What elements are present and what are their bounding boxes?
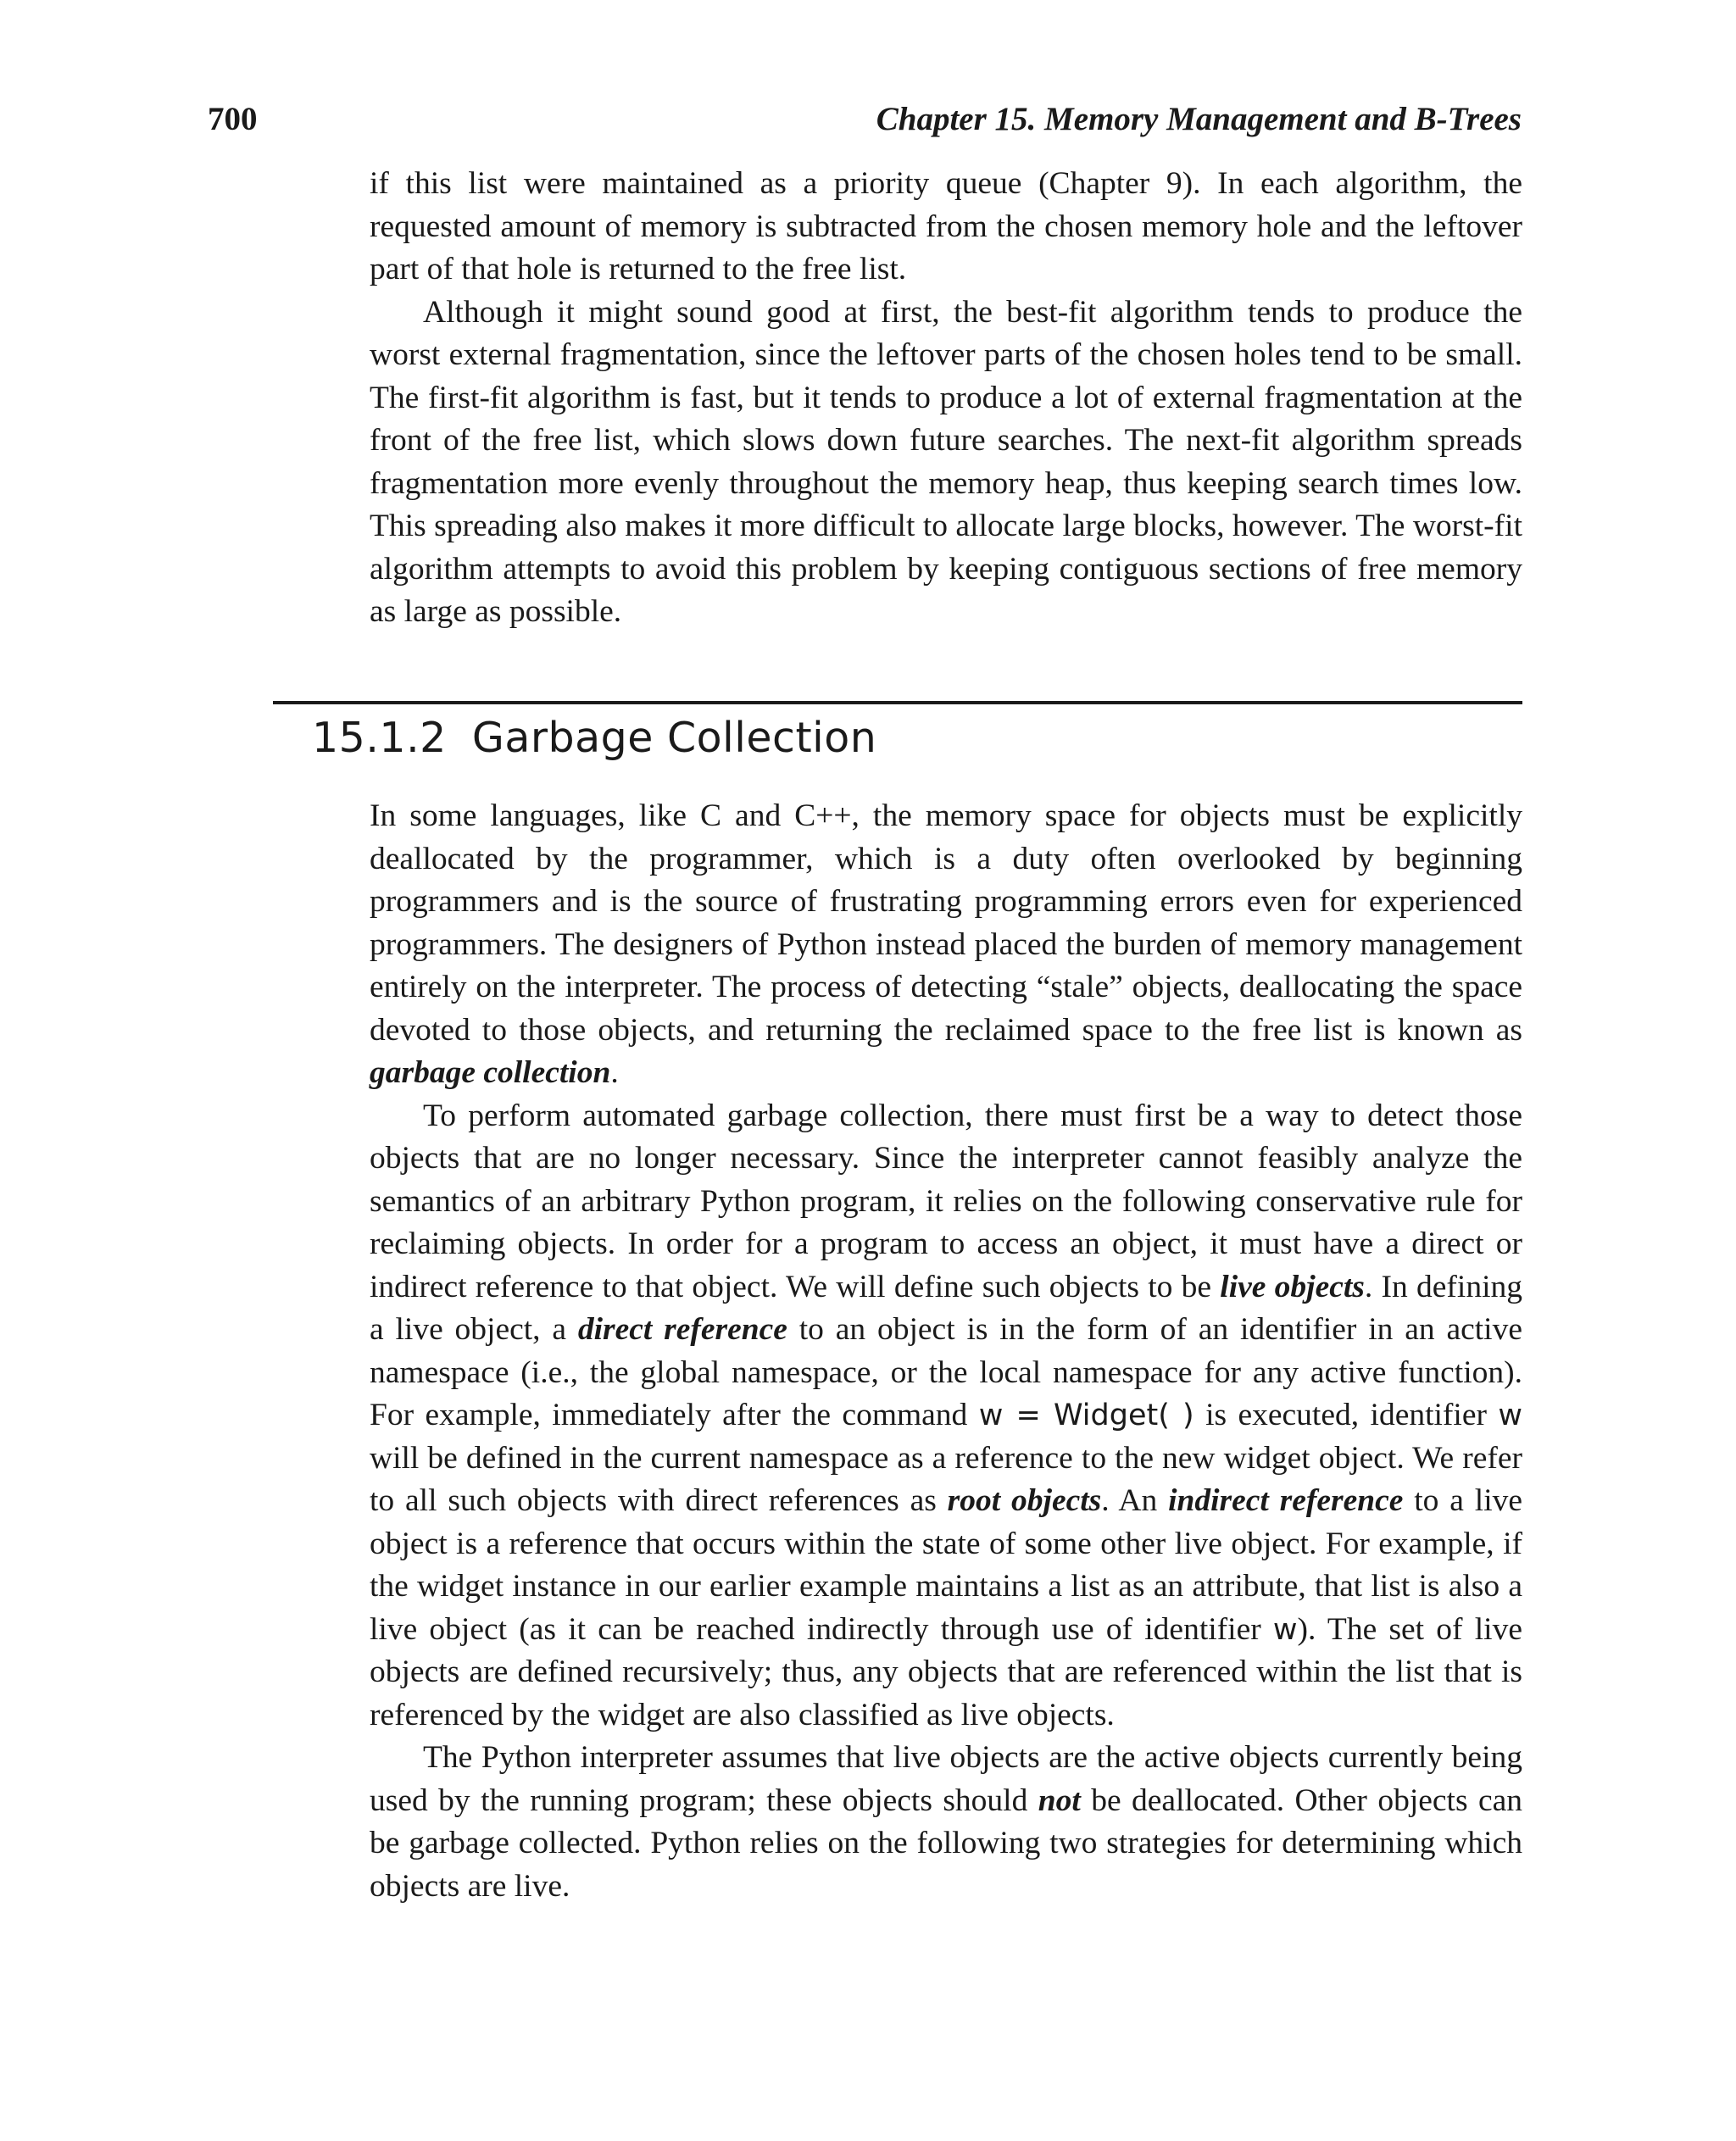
paragraph (370, 795, 1522, 1095)
term-live-objects: live objects (1220, 1269, 1365, 1304)
text-run: The Python interpreter assumes that live objects are the active objects currently being used by the running program; these objects should (370, 1740, 1522, 1818)
text-run: will be defined in the current namespace as a reference to the new widget object. We refer to all such objects with direct references as (370, 1440, 1522, 1518)
running-head: Chapter 15. Memory Management and B-Trees (876, 101, 1522, 137)
section-title: Garbage Collection (471, 714, 877, 762)
text-run: To perform automated garbage collection, there must first be a way to detect those objects that are no longer necessary. Since the interpreter cannot feasibly analyze the semantics of an arbitrary Python program, it relies on the following conservative rule for reclaiming objects. In order for a program to access an object, it must have a direct or indirect reference to that object. We will define such objects to be (370, 1098, 1522, 1304)
section-heading (312, 714, 876, 762)
code-identifier-w: w (1498, 1399, 1523, 1432)
section-number: 15.1.2 (312, 714, 447, 762)
term-root-objects: root objects (947, 1483, 1102, 1518)
paragraph: Although it might sound good at first, the best-fit algorithm tends to produce the worst external fragmentation, since the leftover parts of the chosen holes tend to be small. The first-fit algorithm is fast, but it tends to produce a lot of external fragmentation at the front of the free list, which slows down future searches. The next-fit algorithm spreads fragmentation more evenly throughout the memory heap, thus keeping search times low. This spreading also makes it more difficult to allocate large blocks, however. The worst-fit algorithm attempts to avoid this problem by keeping contiguous sections of free memory as large as possible. (370, 294, 1522, 629)
intro-text (370, 163, 1522, 634)
text-run: ). The set of live objects are defined recursively; thus, any objects that are referenced within the list that is referenced by the widget are also classified as live objects. (370, 1611, 1522, 1732)
code-identifier-w: w (1272, 1612, 1298, 1647)
term-indirect-reference: indirect reference (1168, 1483, 1404, 1518)
text-run: to a live object is a reference that occurs within the state of some other live object. For example, if the widget instance in our earlier example maintains a list as an attribute, that list is also a live object (as it can be reached indirectly through use of identifier (370, 1483, 1523, 1647)
paragraph: if this list were maintained as a priority queue (Chapter 9). In each algorithm, the requested amount of memory is subtracted from the chosen memory hole and the leftover part of that hole is returned to the free list. (370, 166, 1522, 286)
text-run: . An (1101, 1483, 1169, 1518)
code-widget-assignment: w = Widget( ) (978, 1399, 1194, 1432)
section-rule (273, 701, 1522, 704)
page-number: 700 (208, 101, 258, 137)
text-run: to an object is in the form of an identifier in an active namespace (i.e., the global namespace, or the local namespace for any active function). For example, immediately after the command (370, 1312, 1522, 1432)
paragraph (370, 1737, 1522, 1908)
page-header (208, 100, 1522, 147)
text-run: . In defining a live object, a (370, 1269, 1522, 1347)
text-run: is executed, identifier (1194, 1398, 1499, 1432)
text-run: be deallocated. Other objects can be garbage collected. Python relies on the following two strategies for determining which objects are live. (370, 1782, 1523, 1904)
emphasis-not: not (1038, 1782, 1081, 1818)
section-text (370, 795, 1522, 1908)
paragraph (370, 1095, 1522, 1738)
term-direct-reference: direct reference (577, 1312, 787, 1347)
text-run: In some languages, like C and C++, the memory space for objects must be explicitly deallocated by the programmer, which is a duty often overlooked by beginning programmers and is the source of frustrating programming errors even for experienced programmers. The designers of Python instead placed the burden of memory management entirely on the interpreter. The process of detecting “stale” objects, deallocating the space devoted to those objects, and returning the reclaimed space to the free list is known as (370, 798, 1522, 1048)
text-run: . (610, 1055, 619, 1090)
term-garbage-collection: garbage collection (370, 1055, 611, 1090)
